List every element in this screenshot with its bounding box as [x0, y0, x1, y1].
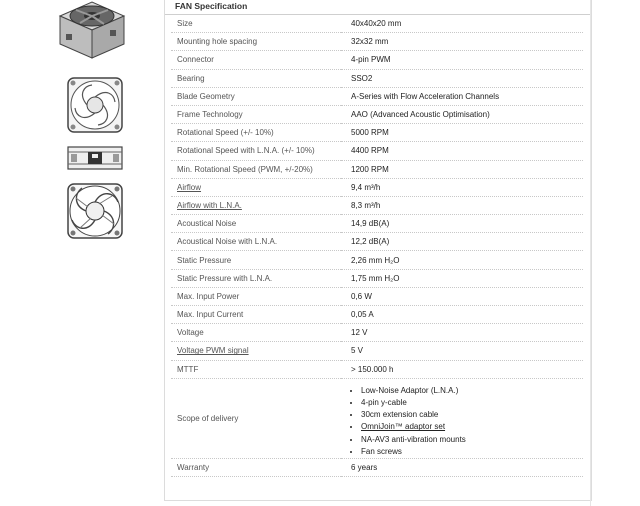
spec-value: SSO2: [341, 69, 583, 87]
spec-row: [171, 360, 583, 378]
page-divider: [590, 0, 591, 506]
spec-label: Static Pressure with L.N.A.: [171, 269, 341, 287]
spec-label: Acoustical Noise: [171, 215, 341, 233]
delivery-list-item[interactable]: • OmniJoin™ adaptor set: [361, 421, 583, 433]
spec-row: [171, 233, 583, 251]
delivery-list-item: • 30cm extension cable: [361, 409, 583, 421]
spec-row: [171, 51, 583, 69]
spec-label: Connector: [171, 51, 341, 69]
fan-back-icon: [66, 182, 124, 240]
thumbnail-front[interactable]: [66, 76, 124, 134]
spec-value: 32x32 mm: [341, 33, 583, 51]
spec-value: 6 years: [341, 458, 583, 476]
spec-row: [171, 324, 583, 342]
delivery-list-item: • Low-Noise Adaptor (L.N.A.): [361, 385, 583, 397]
spec-label[interactable]: Airflow: [171, 178, 341, 196]
spec-row-warranty: [171, 458, 583, 476]
spec-value: 1,75 mm H₂O: [341, 269, 583, 287]
spec-value: 0,05 A: [341, 306, 583, 324]
spec-label: Blade Geometry: [171, 87, 341, 105]
spec-label[interactable]: Voltage PWM signal: [171, 342, 341, 360]
spec-label: Voltage: [171, 324, 341, 342]
spec-value: 4400 RPM: [341, 142, 583, 160]
thumbnail-side[interactable]: [66, 144, 124, 172]
spec-label: Rotational Speed (+/- 10%): [171, 124, 341, 142]
spec-row: [171, 142, 583, 160]
spec-label: Bearing: [171, 69, 341, 87]
spec-value: 14,9 dB(A): [341, 215, 583, 233]
spec-label: Frame Technology: [171, 105, 341, 123]
fan-isometric-icon: [52, 0, 130, 62]
spec-row: [171, 160, 583, 178]
spec-value: 9,4 m³/h: [341, 178, 583, 196]
product-thumbnail-strip: [0, 0, 160, 506]
delivery-list-item: • Fan screws: [361, 446, 583, 458]
spec-value: 1200 RPM: [341, 160, 583, 178]
spec-label: Max. Input Current: [171, 306, 341, 324]
spec-row: [171, 87, 583, 105]
thumbnail-isometric[interactable]: [52, 0, 130, 62]
spec-table: [171, 15, 583, 477]
fan-front-icon: [66, 76, 124, 134]
spec-value: A-Series with Flow Acceleration Channels: [341, 87, 583, 105]
spec-label: Min. Rotational Speed (PWM, +/-20%): [171, 160, 341, 178]
spec-value: 5 V: [341, 342, 583, 360]
spec-label: Mounting hole spacing: [171, 33, 341, 51]
spec-value: AAO (Advanced Acoustic Optimisation): [341, 105, 583, 123]
spec-label: Rotational Speed with L.N.A. (+/- 10%): [171, 142, 341, 160]
spec-label: Size: [171, 15, 341, 33]
spec-value: 12 V: [341, 324, 583, 342]
fan-specification-panel: [164, 0, 592, 501]
spec-row: [171, 251, 583, 269]
spec-label: Acoustical Noise with L.N.A.: [171, 233, 341, 251]
spec-row: [171, 33, 583, 51]
spec-row: [171, 342, 583, 360]
spec-value: 4-pin PWM: [341, 51, 583, 69]
panel-title: FAN Specification: [165, 0, 591, 15]
spec-row-scope-of-delivery: [171, 378, 583, 458]
spec-label: Max. Input Power: [171, 287, 341, 305]
spec-row: [171, 69, 583, 87]
thumbnail-back[interactable]: [66, 182, 124, 240]
spec-value: 8,3 m³/h: [341, 196, 583, 214]
spec-label[interactable]: Airflow with L.N.A.: [171, 196, 341, 214]
delivery-list-item: • 4-pin y-cable: [361, 397, 583, 409]
spec-label: Scope of delivery: [171, 378, 341, 458]
spec-row: [171, 215, 583, 233]
delivery-list-cell: [341, 378, 583, 458]
spec-value: 40x40x20 mm: [341, 15, 583, 33]
spec-row: [171, 287, 583, 305]
spec-row: [171, 105, 583, 123]
spec-row: [171, 124, 583, 142]
spec-value: 2,26 mm H₂O: [341, 251, 583, 269]
delivery-list-item: • NA-AV3 anti-vibration mounts: [361, 434, 583, 446]
spec-table-body: [171, 15, 583, 477]
fan-side-icon: [66, 144, 124, 172]
spec-value: 12,2 dB(A): [341, 233, 583, 251]
spec-row: [171, 178, 583, 196]
spec-label: MTTF: [171, 360, 341, 378]
spec-row: [171, 15, 583, 33]
spec-row: [171, 306, 583, 324]
spec-label: Warranty: [171, 458, 341, 476]
spec-row: [171, 196, 583, 214]
spec-value: > 150.000 h: [341, 360, 583, 378]
spec-label: Static Pressure: [171, 251, 341, 269]
spec-value: 5000 RPM: [341, 124, 583, 142]
spec-row: [171, 269, 583, 287]
delivery-list: [351, 385, 583, 458]
spec-value: 0,6 W: [341, 287, 583, 305]
